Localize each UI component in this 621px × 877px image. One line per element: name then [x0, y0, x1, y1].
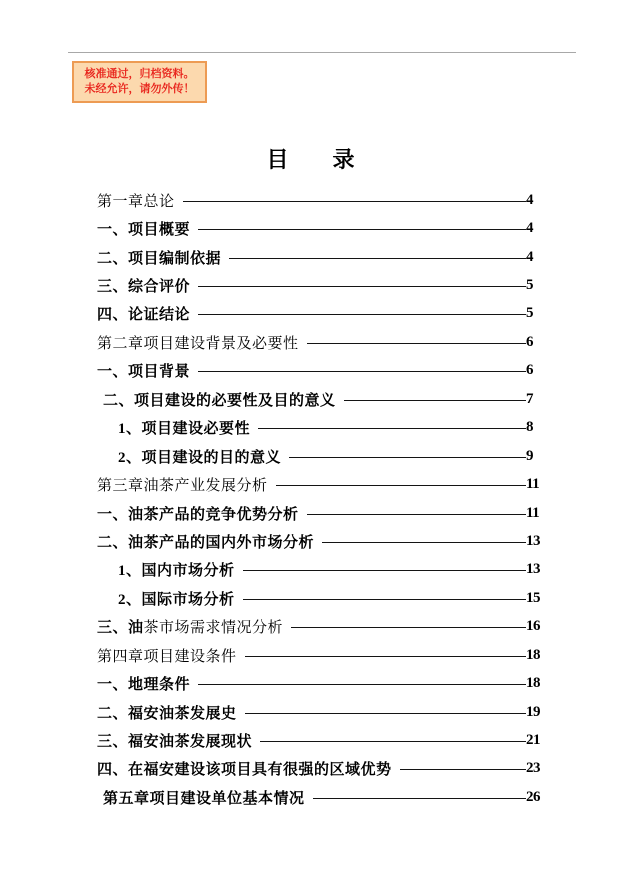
toc-leader-line — [276, 485, 526, 486]
toc-row[interactable] — [97, 527, 543, 555]
table-of-contents — [97, 186, 543, 812]
toc-leader-line — [183, 201, 526, 202]
toc-row[interactable] — [97, 414, 543, 442]
toc-page-number: 11 — [526, 504, 540, 521]
toc-page-number: 7 — [526, 390, 533, 407]
toc-row[interactable] — [97, 271, 543, 299]
toc-page-number: 4 — [526, 191, 533, 208]
toc-row[interactable] — [97, 556, 543, 584]
toc-page-number: 11 — [526, 476, 540, 493]
toc-leader-line — [258, 428, 526, 429]
header-rule — [68, 52, 576, 53]
toc-leader-line — [229, 258, 526, 259]
toc-leader-line — [198, 314, 526, 315]
toc-entry-label: 第三章油茶产业发展分析 — [97, 478, 268, 495]
toc-leader-line — [245, 656, 526, 657]
toc-entry-label: 四、论证结论 — [97, 307, 191, 324]
toc-page-number: 8 — [526, 419, 533, 436]
toc-page-number: 18 — [526, 646, 540, 663]
toc-page-number: 15 — [526, 589, 540, 606]
toc-page-number: 13 — [526, 561, 540, 578]
toc-leader-line — [307, 514, 526, 515]
toc-entry-label: 四、在福安建设该项目具有很强的区域优势 — [97, 762, 392, 779]
approval-stamp-line1: 核准通过，归档资料。 — [84, 68, 195, 80]
toc-entry-label: 1、项目建设必要性 — [118, 421, 251, 438]
toc-leader-line — [243, 570, 526, 571]
toc-entry-label: 一、项目背景 — [97, 364, 191, 381]
toc-entry-label: 二、项目编制依据 — [97, 250, 222, 267]
toc-row[interactable] — [97, 698, 543, 726]
toc-row[interactable] — [97, 385, 543, 413]
toc-entry-label: 二、福安油茶发展史 — [97, 705, 237, 722]
toc-entry-label: 1、国内市场分析 — [118, 563, 235, 580]
toc-leader-line — [198, 684, 526, 685]
toc-row[interactable] — [97, 442, 543, 470]
toc-leader-line — [322, 542, 526, 543]
toc-page-number: 5 — [526, 305, 533, 322]
toc-page-number: 4 — [526, 220, 533, 237]
toc-page-number: 19 — [526, 703, 540, 720]
toc-page-number: 26 — [526, 788, 540, 805]
toc-leader-line — [198, 371, 526, 372]
toc-page-number: 9 — [526, 447, 533, 464]
toc-leader-line — [400, 769, 526, 770]
toc-row[interactable] — [97, 186, 543, 214]
toc-row[interactable] — [97, 470, 543, 498]
toc-row[interactable] — [97, 328, 543, 356]
toc-row[interactable] — [97, 300, 543, 328]
toc-leader-line — [291, 627, 526, 628]
toc-row[interactable] — [97, 243, 543, 271]
toc-leader-line — [260, 741, 526, 742]
toc-page-number: 21 — [526, 732, 540, 749]
toc-page-number: 6 — [526, 362, 533, 379]
toc-entry-label: 二、项目建设的必要性及目的意义 — [103, 392, 336, 409]
toc-leader-line — [198, 286, 526, 287]
toc-entry-label: 第二章项目建设背景及必要性 — [97, 335, 299, 352]
toc-entry-label: 2、国际市场分析 — [118, 591, 235, 608]
toc-page-number: 18 — [526, 675, 540, 692]
approval-stamp-line2: 未经允许，请勿外传！ — [84, 83, 195, 95]
toc-page-number: 6 — [526, 333, 533, 350]
toc-row[interactable] — [97, 755, 543, 783]
approval-stamp — [72, 61, 207, 103]
toc-leader-line — [243, 599, 526, 600]
toc-row[interactable] — [97, 726, 543, 754]
toc-page-number: 13 — [526, 532, 540, 549]
toc-entry-label: 第五章项目建设单位基本情况 — [103, 790, 305, 807]
toc-page-number: 23 — [526, 760, 540, 777]
toc-entry-label: 三、油茶市场需求情况分析 — [97, 620, 284, 637]
toc-row[interactable] — [97, 669, 543, 697]
toc-entry-label: 二、油茶产品的国内外市场分析 — [97, 534, 315, 551]
toc-page-number: 4 — [526, 248, 533, 265]
toc-leader-line — [344, 400, 526, 401]
toc-entry-label: 三、综合评价 — [97, 279, 191, 296]
toc-page-number: 16 — [526, 618, 540, 635]
toc-leader-line — [245, 713, 526, 714]
toc-row[interactable] — [97, 641, 543, 669]
toc-entry-label: 第一章总论 — [97, 193, 175, 210]
toc-row[interactable] — [97, 214, 543, 242]
toc-entry-label: 三、福安油茶发展现状 — [97, 734, 253, 751]
toc-row[interactable] — [97, 499, 543, 527]
toc-leader-line — [313, 798, 526, 799]
toc-leader-line — [198, 229, 526, 230]
toc-entry-label: 2、项目建设的目的意义 — [118, 449, 282, 466]
toc-entry-label: 一、项目概要 — [97, 222, 191, 239]
toc-row[interactable] — [97, 584, 543, 612]
toc-entry-label: 第四章项目建设条件 — [97, 648, 237, 665]
toc-leader-line — [289, 457, 526, 458]
toc-row[interactable] — [97, 783, 543, 811]
page-title: 目 录 — [266, 147, 355, 172]
toc-entry-label-regular-part: 茶市场需求情况分析 — [143, 620, 284, 637]
toc-page-number: 5 — [526, 277, 533, 294]
toc-leader-line — [307, 343, 526, 344]
toc-entry-label: 一、地理条件 — [97, 677, 191, 694]
toc-row[interactable] — [97, 613, 543, 641]
toc-entry-label: 一、油茶产品的竞争优势分析 — [97, 506, 299, 523]
toc-row[interactable] — [97, 357, 543, 385]
